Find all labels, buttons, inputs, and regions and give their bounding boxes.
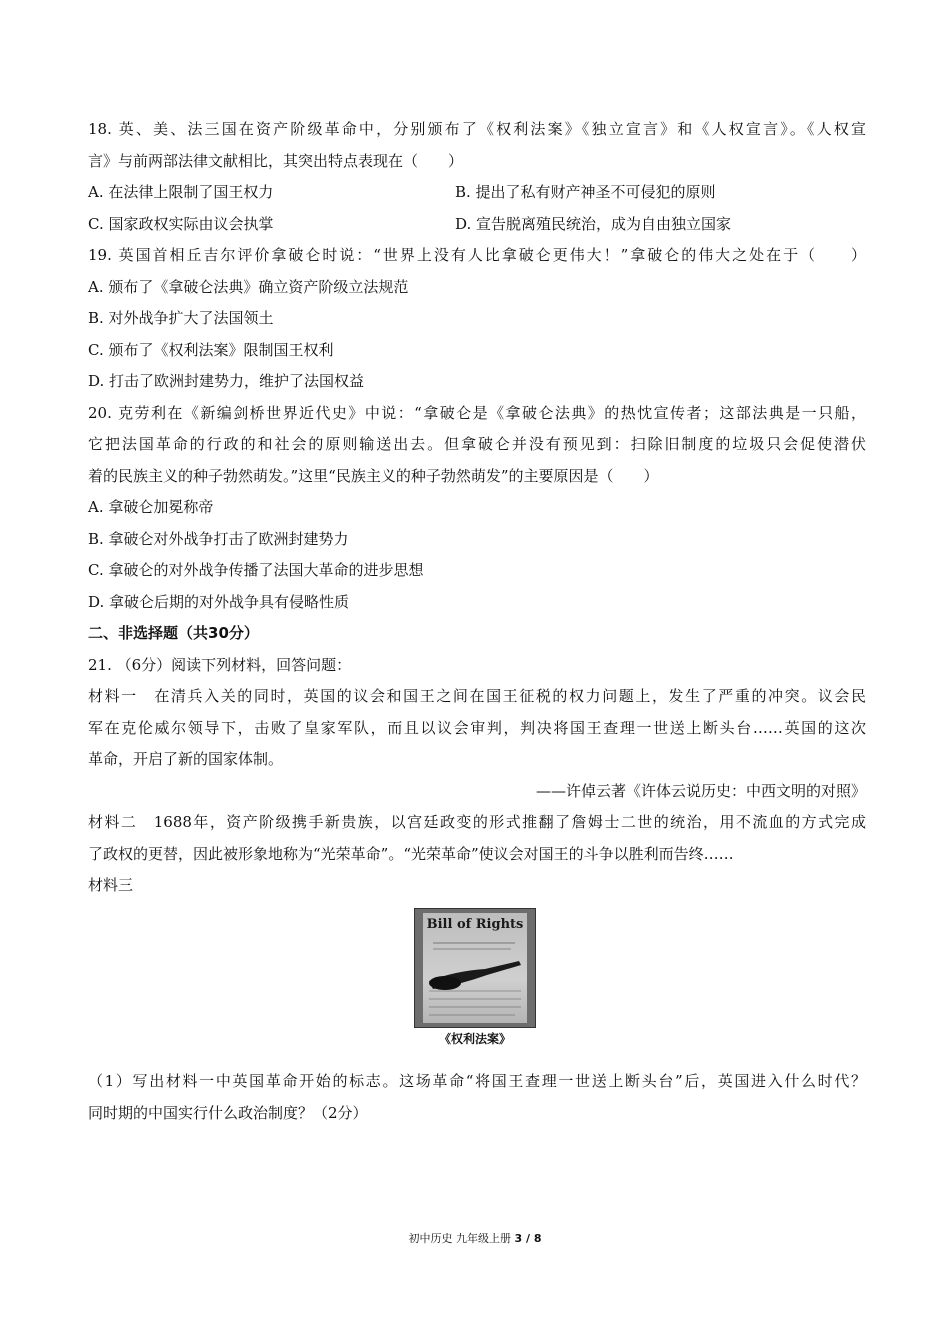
q21-intro: 21. （6分）阅读下列材料，回答问题： (88, 655, 352, 674)
q20-option-a: A. 拿破仑加冕称帝 (88, 498, 214, 516)
material1-line2: 军在克伦威尔领导下，击败了皇家军队，而且以议会审判，判决将国王查理一世送上断头台……英国的这次 (88, 718, 866, 737)
material1-line3: 革命，开启了新的国家体制。 (88, 750, 284, 768)
q18-stem-line1: 18. 英、美、法三国在资产阶级革命中，分别颁布了《权利法案》《独立宣言》和《人权宣言》。《人权宣 (88, 120, 866, 138)
q18-option-d: D. 宣告脱离殖民统治，成为自由独立国家 (455, 214, 732, 233)
material3-label: 材料三 (88, 876, 134, 894)
sub1-line1: （1）写出材料一中英国革命开始的标志。这场革命“将国王查理一世送上断头台”后，英国进入什么时代？ (88, 1072, 866, 1090)
q19-option-a: A. 颁布了《拿破仑法典》确立资产阶级立法规范 (88, 277, 409, 296)
exam-page (88, 114, 866, 902)
q20-option-c: C. 拿破仑的对外战争传播了法国大革命的进步思想 (88, 561, 424, 579)
q20-option-b: B. 拿破仑对外战争打击了欧洲封建势力 (88, 529, 349, 548)
figure-caption: 《权利法案》 (438, 1032, 511, 1046)
q18-options-row2 (88, 209, 866, 241)
q18-option-b: B. 提出了私有财产神圣不可侵犯的原则 (455, 183, 716, 201)
section2-title: 二、非选择题（共30分） (88, 624, 259, 642)
q19-option-d: D. 打击了欧洲封建势力，维护了法国权益 (88, 372, 365, 390)
q20-stem-line3: 着的民族主义的种子勃然萌发。”这里“民族主义的种子勃然萌发”的主要原因是（ ） (88, 466, 659, 485)
material1-source: ——许倬云著《许体云说历史：中西文明的对照》 (535, 781, 866, 800)
page-number: 3 / 8 (514, 1232, 542, 1245)
q18-option-c: C. 国家政权实际由议会执掌 (88, 214, 274, 233)
footer-label: 初中历史 九年级上册 (408, 1232, 515, 1245)
q20-stem-line1: 20. 克劳利在《新编剑桥世界近代史》中说：“拿破仑是《拿破仑法典》的热忱宣传者；这部法典是一只船， (88, 403, 866, 422)
bill-of-rights-figure (414, 908, 538, 1055)
q19-option-b: B. 对外战争扩大了法国领土 (88, 309, 274, 327)
bill-of-rights-photo (414, 908, 536, 1028)
q21-subquestion-1 (88, 1066, 866, 1129)
material2-line1: 材料二 1688年，资产阶级携手新贵族，以宫廷政变的形式推翻了詹姆士二世的统治，用不流血的方式完成 (88, 813, 866, 831)
q20-option-d: D. 拿破仑后期的对外战争具有侵略性质 (88, 592, 350, 611)
bill-of-rights-title: Bill of Rights (426, 917, 524, 932)
material2-line2: 了政权的更替，因此被形象地称为“光荣革命”。“光荣革命”使议会对国王的斗争以胜利而告终…… (88, 844, 734, 863)
q19-option-c: C. 颁布了《权利法案》限制国王权利 (88, 340, 334, 359)
page-footer (0, 1230, 950, 1246)
material1-line1: 材料一 在清兵入关的同时，英国的议会和国王之间在国王征税的权力问题上，发生了严重的冲突。议会民 (88, 687, 866, 705)
q18-option-a: A. 在法律上限制了国王权力 (88, 183, 274, 201)
q20-stem-line2: 它把法国革命的行政的和社会的原则输送出去。但拿破仑并没有预见到：扫除旧制度的垃圾只会促使潜伏 (88, 435, 866, 453)
q18-stem-line2: 言》与前两部法律文献相比，其突出特点表现在（ ） (88, 151, 464, 170)
q19-stem: 19. 英国首相丘吉尔评价拿破仑时说：“世界上没有人比拿破仑更伟大！”拿破仑的伟大之处在于（ ） (88, 246, 866, 264)
q18-options-row1 (88, 177, 866, 209)
sub1-line2: 同时期的中国实行什么政治制度？（2分） (88, 1103, 368, 1122)
